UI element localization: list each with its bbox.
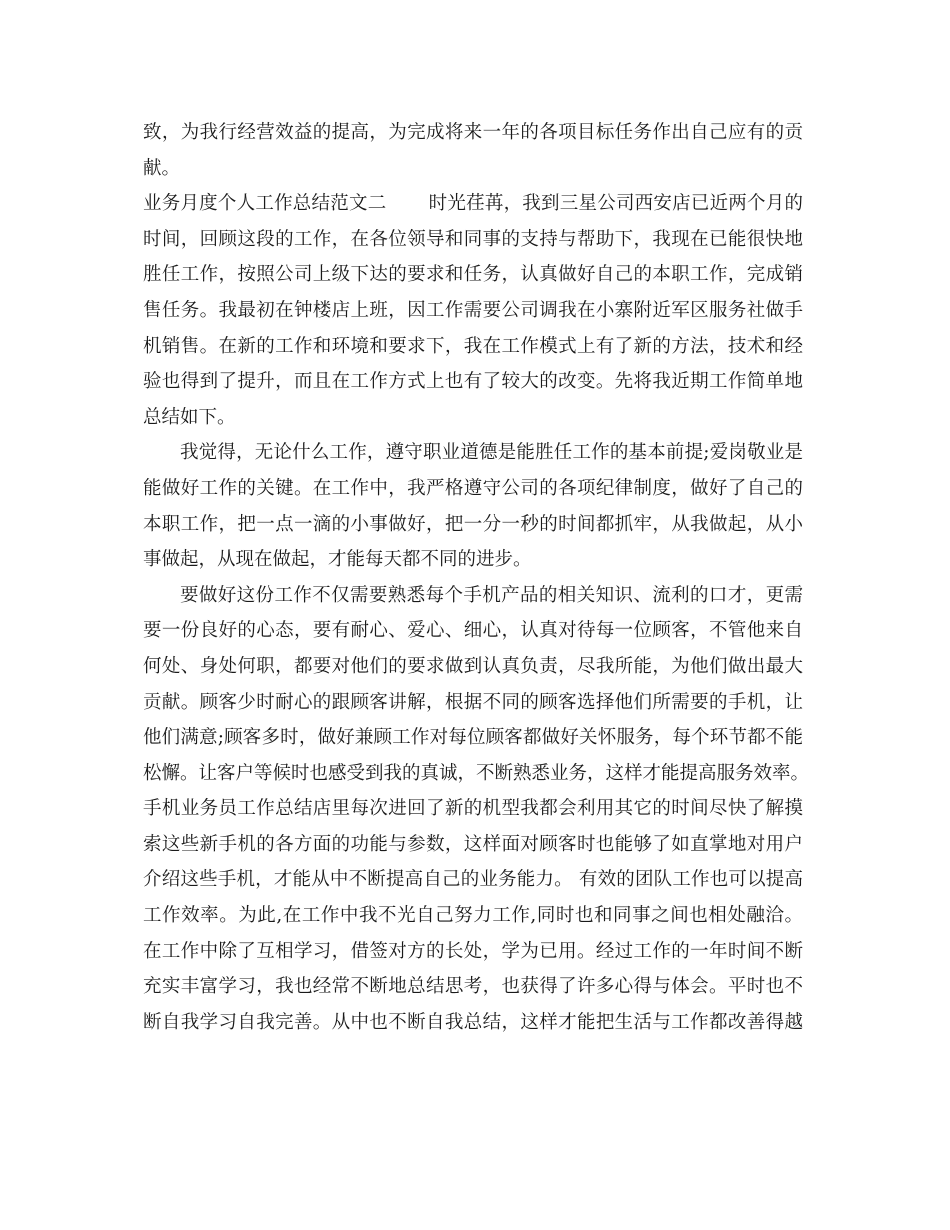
text-line: 本职工作，把一点一滴的小事做好，把一分一秒的时间都抓牢，从我做起，从小 [143, 513, 803, 535]
text-line: 致，为我行经营效益的提高，为完成将来一年的各项目标任务作出自己应有的贡 [143, 122, 803, 143]
text-line: 手机业务员工作总结店里每次进回了新的机型我都会利用其它的时间尽快了解摸 [143, 798, 803, 820]
text-line: 胜任工作，按照公司上级下达的要求和任务，认真做好自己的本职工作，完成销 [143, 264, 803, 286]
paragraph-first-line: 我觉得，无论什么工作，遵守职业道德是能胜任工作的基本前提;爱岗敬业是 [180, 442, 803, 464]
text-line: 介绍这些手机，才能从中不断提高自己的业务能力。 有效的团队工作也可以提高 [143, 869, 803, 891]
document-body [143, 115, 810, 1040]
text-line: 何处、身处何职，都要对他们的要求做到认真负责，尽我所能，为他们做出最大 [143, 655, 803, 677]
text-line: 断自我学习自我完善。从中也不断自我总结，这样才能把生活与工作都改善得越 [143, 1011, 803, 1033]
text-line: 要一份良好的心态，要有耐心、爱心、细心，认真对待每一位顾客，不管他来自 [143, 620, 803, 642]
text-line: 他们满意;顾客多时，做好兼顾工作对每位顾客都做好关怀服务，每个环节都不能 [143, 727, 803, 749]
text-line: 索这些新手机的各方面的功能与参数，这样面对顾客时也能够了如直掌地对用户 [143, 833, 803, 855]
text-line: 贡献。顾客少时耐心的跟顾客讲解，根据不同的顾客选择他们所需要的手机，让 [143, 691, 803, 713]
section-heading: 业务月度个人工作总结范文二 [143, 193, 387, 215]
text-line: 机销售。在新的工作和环境和要求下，我在工作模式上有了新的方法，技术和经 [143, 335, 803, 357]
text-line: 充实丰富学习，我也经常不断地总结思考，也获得了许多心得与体会。平时也不 [143, 976, 803, 998]
text-line: 能做好工作的关键。在工作中，我严格遵守公司的各项纪律制度，做好了自己的 [143, 477, 803, 499]
text-line-with-heading [143, 186, 803, 222]
text-line: 松懈。让客户等候时也感受到我的真诚，不断熟悉业务，这样才能提高服务效率。 [143, 762, 810, 784]
text-line: 时间，回顾这段的工作，在各位领导和同事的支持与帮助下，我现在已能很快地 [143, 228, 803, 250]
text-line: 售任务。我最初在钟楼店上班，因工作需要公司调我在小寨附近军区服务社做手 [143, 299, 803, 321]
text-line: 总结如下。 [143, 406, 236, 428]
paragraph-first-line: 要做好这份工作不仅需要熟悉每个手机产品的相关知识、流利的口才，更需 [180, 584, 803, 606]
text-line: 验也得到了提升，而且在工作方式上也有了较大的改变。先将我近期工作简单地 [143, 371, 803, 393]
text-line: 献。 [143, 157, 181, 179]
text-line: 在工作中除了互相学习，借签对方的长处，学为已用。经过工作的一年时间不断 [143, 940, 803, 962]
text-line: 事做起，从现在做起，才能每天都不同的进步。 [143, 549, 532, 571]
text-run: 时光荏苒，我到三星公司西安店已近两个月的 [428, 193, 803, 215]
text-line: 工作效率。为此,在工作中我不光自己努力工作,同时也和同事之间也相处融洽。 [143, 905, 803, 927]
